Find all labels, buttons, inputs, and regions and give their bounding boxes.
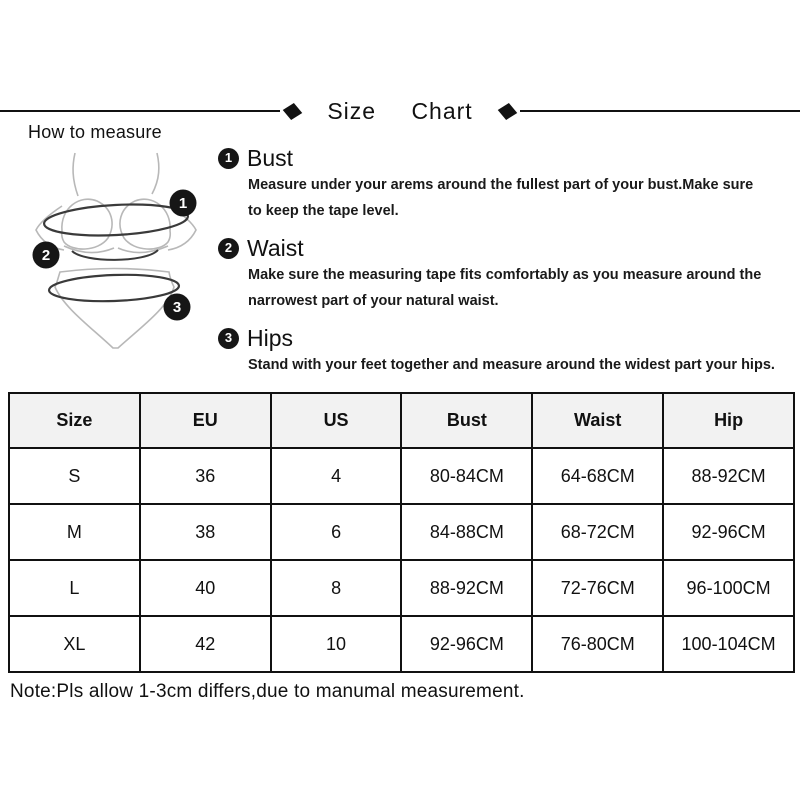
how-to-measure-heading: How to measure [28,122,162,142]
section-body-line: narrowest part of your natural waist. [248,293,499,309]
strap-left [73,153,78,196]
size-table-header-cell: Hip [663,393,794,448]
title-rule-line-right [520,110,800,112]
table-cell: 4 [271,448,402,504]
figure-badge-waist-number: 2 [41,247,51,264]
table-cell: 76-80CM [532,616,663,672]
table-cell: 40 [140,560,271,616]
measure-section-bust [218,144,798,224]
table-cell: 8 [271,560,402,616]
section-head-waist [218,234,798,262]
measure-section-waist [218,234,798,314]
section-title-hips: Hips [247,325,294,351]
table-cell: 10 [271,616,402,672]
table-cell: XL [9,616,140,672]
table-cell: M [9,504,140,560]
table-cell: 6 [271,504,402,560]
table-cell: 100-104CM [663,616,794,672]
figure-badge-waist [33,242,60,269]
section-badge-bust: 1 [218,148,239,169]
table-cell: 36 [140,448,271,504]
table-cell: L [9,560,140,616]
table-cell: 68-72CM [532,504,663,560]
figure-badge-bust [170,190,197,217]
table-cell: 64-68CM [532,448,663,504]
table-cell: 80-84CM [401,448,532,504]
measurement-note: Note:Pls allow 1-3cm differs,due to manumal measurement. [10,681,525,702]
measure-section-hips [218,324,798,378]
size-table-header-cell: EU [140,393,271,448]
section-body-line: Make sure the measuring tape fits comfortably as you measure around the [248,267,762,283]
table-cell: S [9,448,140,504]
section-body-line: to keep the tape level. [248,203,399,219]
measurement-figure [22,146,207,351]
size-table-header-row [9,393,794,448]
section-badge-waist: 2 [218,238,239,259]
table-row [9,616,794,672]
section-body-line: Measure under your arems around the fullest part of your bust.Make sure [248,177,754,193]
section-head-hips [218,324,798,352]
figure-badge-hips-number: 3 [172,299,182,316]
page-title: Size Chart [327,97,473,124]
title-rule-line-left [0,110,280,112]
table-cell: 92-96CM [663,504,794,560]
section-body-bust [218,172,798,224]
table-row [9,504,794,560]
size-table-header-cell: Waist [532,393,663,448]
section-body-waist [218,262,798,314]
diamond-icon [283,103,302,120]
table-cell: 92-96CM [401,616,532,672]
strap-right [152,153,159,194]
measure-instructions [218,144,798,388]
figure-badge-bust-number: 1 [178,195,188,212]
size-table [8,392,795,673]
diamond-icon [497,103,516,120]
figure-badge-hips [164,294,191,321]
section-title-waist: Waist [247,235,304,261]
table-cell: 88-92CM [663,448,794,504]
table-cell: 84-88CM [401,504,532,560]
table-row [9,560,794,616]
table-cell: 72-76CM [532,560,663,616]
size-table-header-cell: Bust [401,393,532,448]
section-body-hips [218,352,798,378]
section-title-bust: Bust [247,145,294,171]
section-badge-hips: 3 [218,328,239,349]
table-cell: 88-92CM [401,560,532,616]
size-table-header-cell: Size [9,393,140,448]
table-row [9,448,794,504]
section-head-bust [218,144,798,172]
table-cell: 38 [140,504,271,560]
size-table-header-cell: US [271,393,402,448]
table-cell: 96-100CM [663,560,794,616]
title-rule [0,98,800,124]
section-body-line: Stand with your feet together and measure around the widest part your hips. [248,357,775,373]
table-cell: 42 [140,616,271,672]
